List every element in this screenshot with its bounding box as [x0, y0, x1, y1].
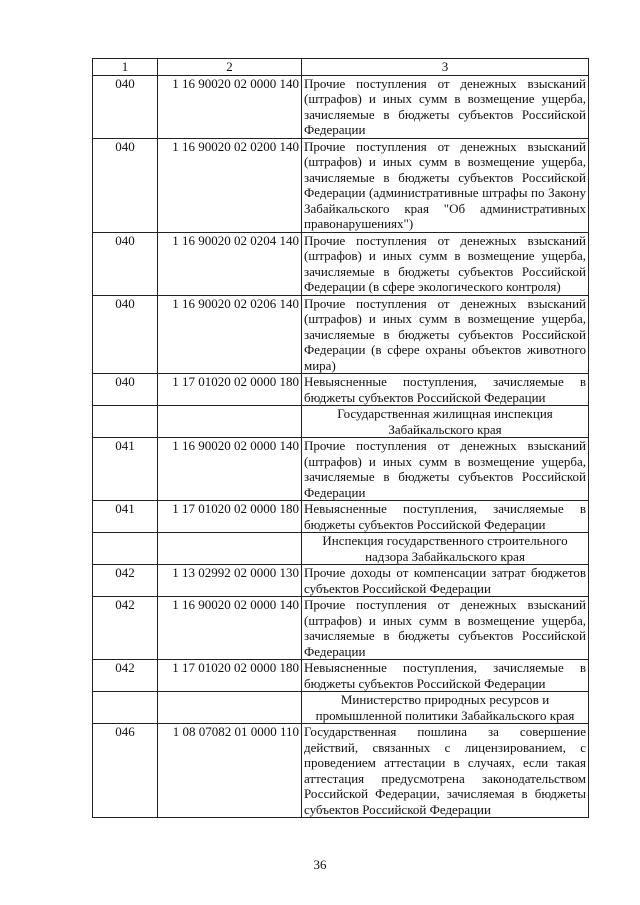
- description-cell: Прочие поступления от денежных взысканий (штрафов) и иных сумм в возмещение ущерба, зачисляемые в бюджеты субъектов Российской Федерации (в сфере экологического контроля): [302, 232, 589, 295]
- empty-cell: [93, 406, 158, 438]
- admin-code-cell: 040: [93, 75, 158, 138]
- column-header-1: 1: [93, 59, 158, 76]
- section-title: Министерство природных ресурсов и промышленной политики Забайкальского края: [302, 692, 589, 724]
- budget-classification-table: [92, 58, 589, 818]
- empty-cell: [158, 533, 302, 565]
- revenue-code-cell: 1 16 90020 02 0204 140: [158, 232, 302, 295]
- admin-code-cell: 041: [93, 501, 158, 533]
- section-title: Инспекция государственного строительного надзора Забайкальского края: [302, 533, 589, 565]
- table-row: [93, 724, 589, 818]
- description-cell: Прочие доходы от компенсации затрат бюджетов субъектов Российской Федерации: [302, 565, 589, 597]
- description-cell: Невыясненные поступления, зачисляемые в бюджеты субъектов Российской Федерации: [302, 374, 589, 406]
- revenue-code-cell: 1 16 90020 02 0000 140: [158, 438, 302, 501]
- admin-code-cell: 040: [93, 138, 158, 232]
- empty-cell: [158, 692, 302, 724]
- revenue-code-cell: 1 16 90020 02 0206 140: [158, 295, 302, 374]
- empty-cell: [93, 533, 158, 565]
- admin-code-cell: 042: [93, 565, 158, 597]
- description-cell: Прочие поступления от денежных взысканий (штрафов) и иных сумм в возмещение ущерба, зачисляемые в бюджеты субъектов Российской Федерации: [302, 438, 589, 501]
- description-cell: Государственная пошлина за совершение действий, связанных с лицензированием, с проведением аттестации в случаях, если такая аттестация предусмотрена законодательством Российской Федерации, зачисляемая в бюджеты субъектов Российской Федерации: [302, 724, 589, 818]
- revenue-code-cell: 1 13 02992 02 0000 130: [158, 565, 302, 597]
- revenue-code-cell: 1 17 01020 02 0000 180: [158, 501, 302, 533]
- table-row: [93, 374, 589, 406]
- revenue-code-cell: 1 17 01020 02 0000 180: [158, 374, 302, 406]
- table-header-row: [93, 59, 589, 76]
- table-row: [93, 75, 589, 138]
- table-row: [93, 295, 589, 374]
- column-header-2: 2: [158, 59, 302, 76]
- table-row: [93, 597, 589, 660]
- table-row: [93, 565, 589, 597]
- admin-code-cell: 040: [93, 374, 158, 406]
- section-header-row: [93, 406, 589, 438]
- revenue-code-cell: 1 16 90020 02 0000 140: [158, 75, 302, 138]
- column-header-3: 3: [302, 59, 589, 76]
- description-cell: Невыясненные поступления, зачисляемые в бюджеты субъектов Российской Федерации: [302, 660, 589, 692]
- empty-cell: [93, 692, 158, 724]
- description-cell: Прочие поступления от денежных взысканий (штрафов) и иных сумм в возмещение ущерба, зачисляемые в бюджеты субъектов Российской Федерации (административные штрафы по Закону Забайкальского края "Об административных правонарушениях"): [302, 138, 589, 232]
- empty-cell: [158, 406, 302, 438]
- admin-code-cell: 042: [93, 660, 158, 692]
- table-row: [93, 660, 589, 692]
- admin-code-cell: 041: [93, 438, 158, 501]
- revenue-code-cell: 1 16 90020 02 0200 140: [158, 138, 302, 232]
- table-row: [93, 232, 589, 295]
- revenue-code-cell: 1 17 01020 02 0000 180: [158, 660, 302, 692]
- section-header-row: [93, 692, 589, 724]
- table-row: [93, 438, 589, 501]
- section-header-row: [93, 533, 589, 565]
- table-row: [93, 501, 589, 533]
- revenue-code-cell: 1 16 90020 02 0000 140: [158, 597, 302, 660]
- page-number: 36: [313, 857, 327, 872]
- description-cell: Прочие поступления от денежных взысканий (штрафов) и иных сумм в возмещение ущерба, зачисляемые в бюджеты субъектов Российской Федерации: [302, 597, 589, 660]
- description-cell: Невыясненные поступления, зачисляемые в бюджеты субъектов Российской Федерации: [302, 501, 589, 533]
- table-row: [93, 138, 589, 232]
- admin-code-cell: 046: [93, 724, 158, 818]
- table-body: [93, 75, 589, 818]
- revenue-code-cell: 1 08 07082 01 0000 110: [158, 724, 302, 818]
- description-cell: Прочие поступления от денежных взысканий (штрафов) и иных сумм в возмещение ущерба, зачисляемые в бюджеты субъектов Российской Федерации: [302, 75, 589, 138]
- admin-code-cell: 040: [93, 295, 158, 374]
- admin-code-cell: 042: [93, 597, 158, 660]
- description-cell: Прочие поступления от денежных взысканий (штрафов) и иных сумм в возмещение ущерба, зачисляемые в бюджеты субъектов Российской Федерации (в сфере охраны объектов животного мира): [302, 295, 589, 374]
- admin-code-cell: 040: [93, 232, 158, 295]
- section-title: Государственная жилищная инспекция Забайкальского края: [302, 406, 589, 438]
